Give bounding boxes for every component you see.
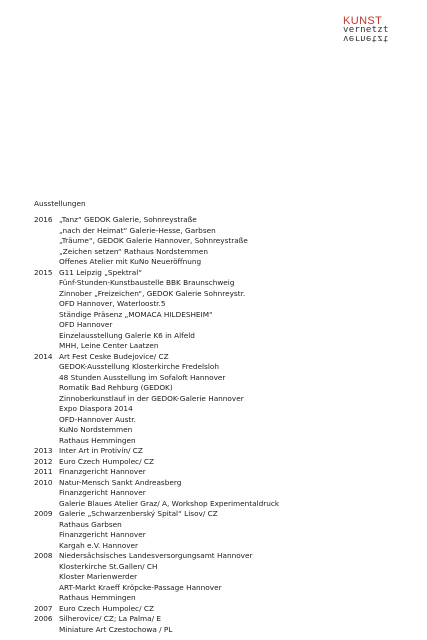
- exhibition-row: [34, 562, 404, 573]
- exhibition-row: [34, 226, 404, 237]
- exhibition-year: 2013: [34, 446, 53, 455]
- exhibition-entry: Niedersächsisches Landesversorgungsamt Hannover: [59, 551, 253, 560]
- exhibition-entry: Finanzgericht Hannover: [59, 488, 146, 497]
- exhibition-year: [34, 310, 59, 321]
- exhibition-row: [34, 467, 404, 478]
- exhibition-row: [34, 404, 404, 415]
- exhibition-entry: Rathaus Hemmingen: [59, 435, 136, 445]
- exhibition-row: [34, 257, 404, 268]
- logo-subtitle-mirrored: vernetzt: [343, 33, 389, 43]
- exhibition-row: [34, 236, 404, 247]
- exhibition-year: [34, 520, 59, 531]
- logo-subtitle: vernetzt: [343, 25, 389, 35]
- exhibition-year: 2015: [34, 267, 53, 277]
- exhibition-entry: Miniature Art Czestochowa / PL: [59, 624, 173, 634]
- exhibition-row: [34, 310, 404, 321]
- exhibition-year: [34, 257, 59, 268]
- exhibition-row: [34, 457, 404, 468]
- exhibition-row: [34, 383, 404, 394]
- exhibition-entry: Zinnoberkunstlauf in der GEDOK-Galerie Hannover: [59, 393, 244, 403]
- exhibition-year: 2011: [34, 467, 53, 476]
- exhibition-year: [34, 278, 59, 289]
- exhibition-row: [34, 415, 404, 426]
- exhibition-year: [34, 247, 59, 258]
- exhibition-entry: Ständige Präsenz „MOMACA HILDESHEIM“: [59, 309, 213, 319]
- exhibition-row: [34, 478, 404, 489]
- exhibition-entry: OFD Hannover, Waterloostr.5: [59, 299, 166, 308]
- exhibition-entry: „Tanz“ GEDOK Galerie, Sohnreystraße: [59, 215, 197, 224]
- exhibition-row: [34, 541, 404, 552]
- exhibition-row: [34, 509, 404, 520]
- exhibition-row: [34, 352, 404, 363]
- exhibition-year: 2006: [34, 614, 53, 623]
- exhibition-row: [34, 215, 404, 226]
- exhibition-list: [34, 215, 404, 635]
- exhibition-year: 2009: [34, 509, 53, 518]
- exhibition-year: [34, 236, 59, 247]
- exhibition-entry: Natur-Mensch Sankt Andreasberg: [59, 477, 182, 487]
- exhibition-row: [34, 593, 404, 604]
- exhibition-year: [34, 299, 59, 310]
- exhibition-entry: Offenes Atelier mit KuNo Neueröffnung: [59, 257, 202, 266]
- exhibition-year: [34, 530, 59, 541]
- exhibition-entry: Galerie „Schwarzenberský Spital“ Lisov/ CZ: [59, 509, 218, 518]
- exhibition-entry: Euro Czech Humpolec/ CZ: [59, 603, 154, 613]
- exhibition-row: [34, 289, 404, 300]
- exhibition-entry: Art Fest Ceske Budejovice/ CZ: [59, 351, 169, 361]
- exhibition-entry: Silherovice/ CZ; La Palma/ E: [59, 614, 161, 623]
- exhibition-year: [34, 226, 59, 237]
- exhibition-row: [34, 604, 404, 615]
- exhibition-entry: MHH, Leine Center Laatzen: [59, 341, 159, 350]
- exhibition-entry: Rathaus Garbsen: [59, 519, 122, 529]
- exhibition-entry: Inter Art in Protivín/ CZ: [59, 446, 143, 455]
- exhibition-row: [34, 299, 404, 310]
- exhibition-entry: Klosterkirche St.Gallen/ CH: [59, 561, 158, 571]
- exhibition-entry: 48 Stunden Ausstellung im Sofaloft Hannover: [59, 372, 226, 382]
- exhibition-entry: Zinnober „Freizeichen“, GEDOK Galerie Sohnreystr.: [59, 288, 246, 298]
- exhibition-entry: „nach der Heimat“ Galerie-Hesse, Garbsen: [59, 225, 216, 235]
- exhibition-year: [34, 383, 59, 394]
- exhibition-year: [34, 625, 59, 636]
- exhibition-year: [34, 394, 59, 405]
- exhibition-entry: OFD-Hannover Austr.: [59, 414, 136, 424]
- exhibition-year: [34, 415, 59, 426]
- exhibition-entry: ART-Markt Kraeff Kröpcke-Passage Hannover: [59, 582, 222, 592]
- exhibition-year: 2016: [34, 215, 53, 224]
- exhibition-year: 2012: [34, 456, 53, 466]
- exhibition-row: [34, 625, 404, 636]
- exhibition-entry: Kloster Marienwerder: [59, 572, 138, 581]
- section-title: Ausstellungen: [34, 199, 86, 208]
- exhibition-year: 2008: [34, 551, 53, 560]
- exhibition-row: [34, 373, 404, 384]
- exhibition-row: [34, 278, 404, 289]
- exhibition-year: [34, 541, 59, 552]
- exhibition-row: [34, 520, 404, 531]
- exhibition-entry: OFD Hannover: [59, 320, 113, 329]
- exhibition-row: [34, 341, 404, 352]
- logo: [343, 16, 415, 42]
- exhibition-year: [34, 572, 59, 583]
- exhibition-entry: GEDOK-Ausstellung Klosterkirche Fredelsloh: [59, 362, 219, 371]
- exhibition-row: [34, 583, 404, 594]
- exhibition-row: [34, 268, 404, 279]
- exhibition-row: [34, 320, 404, 331]
- exhibition-year: [34, 436, 59, 447]
- exhibition-year: [34, 331, 59, 342]
- exhibition-year: 2014: [34, 351, 53, 361]
- exhibition-entry: Finanzgericht Hannover: [59, 530, 146, 539]
- exhibition-year: [34, 362, 59, 373]
- exhibition-row: [34, 614, 404, 625]
- exhibition-row: [34, 247, 404, 258]
- exhibition-entry: KuNo Nordstemmen: [59, 425, 133, 434]
- exhibition-row: [34, 530, 404, 541]
- exhibition-row: [34, 362, 404, 373]
- logo-title: KUNST: [343, 15, 383, 27]
- exhibition-year: 2010: [34, 477, 53, 487]
- exhibition-year: [34, 583, 59, 594]
- exhibition-row: [34, 394, 404, 405]
- exhibition-entry: Einzelausstellung Galerie K6 in Alfeld: [59, 330, 195, 340]
- exhibition-year: [34, 499, 59, 510]
- exhibition-year: [34, 425, 59, 436]
- exhibition-entry: Finanzgericht Hannover: [59, 467, 146, 476]
- exhibition-year: [34, 562, 59, 573]
- exhibition-row: [34, 551, 404, 562]
- exhibition-year: [34, 373, 59, 384]
- exhibition-year: 2007: [34, 603, 53, 613]
- exhibition-row: [34, 436, 404, 447]
- exhibition-entry: Romatik Bad Rehburg (GEDOK): [59, 383, 173, 392]
- exhibition-row: [34, 488, 404, 499]
- exhibition-row: [34, 331, 404, 342]
- exhibition-entry: „Zeichen setzen“ Rathaus Nordstemmen: [59, 246, 209, 256]
- exhibition-row: [34, 425, 404, 436]
- exhibition-year: [34, 593, 59, 604]
- exhibition-entry: Expo Diaspora 2014: [59, 404, 133, 413]
- exhibition-entry: Galerie Blaues Atelier Graz/ A, Workshop Experimentaldruck: [59, 498, 280, 508]
- exhibition-year: [34, 320, 59, 331]
- exhibition-row: [34, 499, 404, 510]
- exhibition-row: [34, 446, 404, 457]
- exhibition-year: [34, 289, 59, 300]
- exhibition-entry: Fünf-Stunden-Kunstbaustelle BBK Braunschweig: [59, 278, 235, 287]
- exhibition-entry: Euro Czech Humpolec/ CZ: [59, 456, 154, 466]
- exhibition-year: [34, 488, 59, 499]
- exhibition-entry: G11 Leipzig „Spektral“: [59, 267, 143, 277]
- exhibition-row: [34, 572, 404, 583]
- exhibition-entry: Kargah e.V. Hannover: [59, 540, 139, 550]
- exhibitions-section: [34, 199, 404, 635]
- exhibition-year: [34, 404, 59, 415]
- exhibition-entry: „Träume“, GEDOK Galerie Hannover, Sohnreystraße: [59, 236, 248, 245]
- exhibition-year: [34, 341, 59, 352]
- exhibition-entry: Rathaus Hemmingen: [59, 593, 136, 602]
